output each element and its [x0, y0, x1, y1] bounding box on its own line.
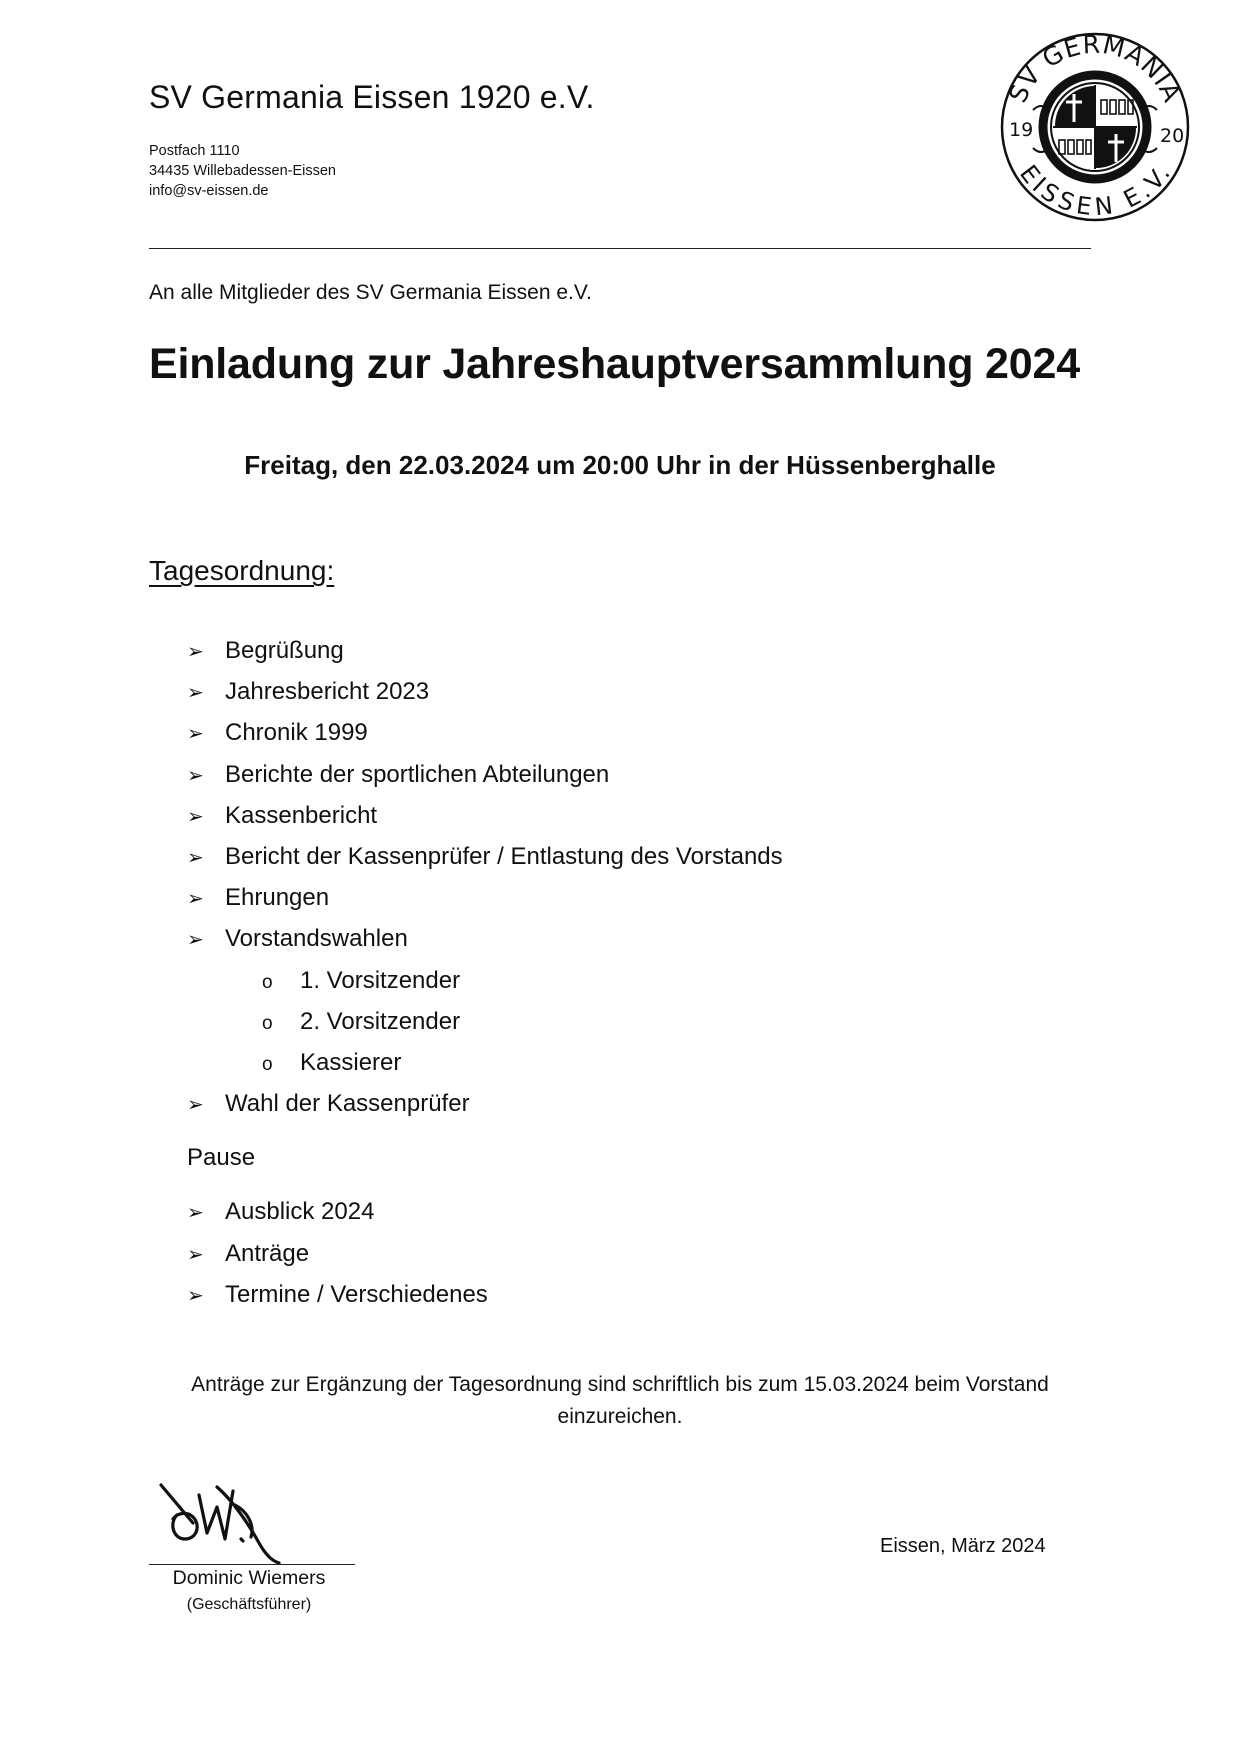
logo-year-left: 19	[1009, 119, 1034, 141]
arrow-bullet-icon: ➢	[187, 1243, 204, 1266]
agenda-item	[187, 1274, 1087, 1315]
agenda-item-label: Bericht der Kassenprüfer / Entlastung des Vorstands	[225, 842, 783, 870]
agenda-item-label: Ehrungen	[225, 884, 330, 912]
page-title: Einladung zur Jahreshauptversammlung 2024	[149, 340, 1080, 388]
agenda-item-label: Berichte der sportlichen Abteilungen	[225, 760, 610, 788]
arrow-bullet-icon: ➢	[187, 846, 204, 869]
agenda-item-label: Kassenbericht	[225, 801, 378, 829]
agenda-sub-item-label: Kassierer	[300, 1048, 402, 1076]
arrow-bullet-icon: ➢	[187, 682, 204, 705]
logo-year-right: 20	[1160, 125, 1185, 147]
submission-note-line-2: einzureichen.	[557, 1405, 683, 1428]
agenda-item-label: Jahresbericht 2023	[225, 678, 430, 706]
circle-bullet-icon: o	[262, 1012, 273, 1034]
club-name: SV Germania Eissen 1920 e.V.	[149, 79, 595, 115]
signer-name: Dominic Wiemers	[172, 1567, 326, 1589]
agenda-item	[187, 877, 1087, 918]
agenda-item-label: Vorstandswahlen	[225, 925, 408, 953]
arrow-bullet-icon: ➢	[187, 764, 204, 787]
agenda-item-label: Chronik 1999	[225, 719, 368, 747]
agenda-item-label: Ausblick 2024	[225, 1198, 375, 1226]
agenda-item-label: Wahl der Kassenprüfer	[225, 1090, 470, 1118]
agenda-item	[187, 1191, 1087, 1232]
header-divider	[149, 248, 1091, 249]
logo-top-text: SV GERMANIA	[1003, 30, 1187, 107]
logo-bottom-text: EISSEN E.V.	[1014, 159, 1177, 222]
agenda-item	[187, 836, 1087, 877]
circle-bullet-icon: o	[262, 971, 273, 993]
address-line-email: info@sv-eissen.de	[149, 183, 269, 199]
agenda-item-label: Begrüßung	[225, 637, 344, 664]
agenda-item	[187, 1083, 1087, 1124]
club-crest-icon	[995, 30, 1195, 224]
arrow-bullet-icon: ➢	[187, 1202, 204, 1225]
arrow-bullet-icon: ➢	[187, 929, 204, 952]
agenda-item	[187, 795, 1087, 836]
submission-note-line-1: Anträge zur Ergänzung der Tagesordnung sind schriftlich bis zum 15.03.2024 beim Vorstand	[191, 1373, 1049, 1396]
arrow-bullet-icon: ➢	[187, 805, 204, 828]
handwritten-signature	[155, 1477, 295, 1565]
submission-note	[149, 1369, 1091, 1433]
agenda-sub-item-label: 2. Vorsitzender	[300, 1007, 461, 1035]
place-and-date: Eissen, März 2024	[880, 1535, 1046, 1557]
agenda-sub-item	[187, 1001, 1087, 1042]
agenda-item	[187, 754, 1087, 795]
arrow-bullet-icon: ➢	[187, 641, 204, 663]
agenda-sub-item	[187, 960, 1087, 1001]
address-line-city: 34435 Willebadessen-Eissen	[149, 163, 336, 179]
agenda-item-label: Termine / Verschiedenes	[225, 1280, 488, 1308]
agenda-item-label: Anträge	[225, 1239, 310, 1267]
agenda-item	[187, 712, 1087, 753]
agenda-pause: Pause	[187, 1144, 256, 1172]
signature-line	[149, 1564, 355, 1565]
salutation: An alle Mitglieder des SV Germania Eissen e.V.	[149, 281, 592, 304]
agenda-item	[187, 630, 1087, 671]
agenda-item	[187, 918, 1087, 959]
agenda-item	[187, 1233, 1087, 1274]
agenda-item	[187, 671, 1087, 712]
address-line-po-box: Postfach 1110	[149, 143, 240, 159]
agenda-list	[187, 630, 1087, 1315]
club-address	[149, 141, 336, 201]
arrow-bullet-icon: ➢	[187, 1284, 204, 1307]
signer-role: (Geschäftsführer)	[186, 1596, 312, 1613]
agenda-heading: Tagesordnung:	[149, 555, 335, 586]
arrow-bullet-icon: ➢	[187, 888, 204, 911]
circle-bullet-icon: o	[262, 1053, 273, 1075]
agenda-sub-item-label: 1. Vorsitzender	[300, 966, 461, 994]
meeting-date-location: Freitag, den 22.03.2024 um 20:00 Uhr in der Hüssenberghalle	[244, 450, 996, 480]
agenda-sub-item	[187, 1042, 1087, 1083]
arrow-bullet-icon: ➢	[187, 723, 204, 746]
arrow-bullet-icon: ➢	[187, 1094, 204, 1117]
